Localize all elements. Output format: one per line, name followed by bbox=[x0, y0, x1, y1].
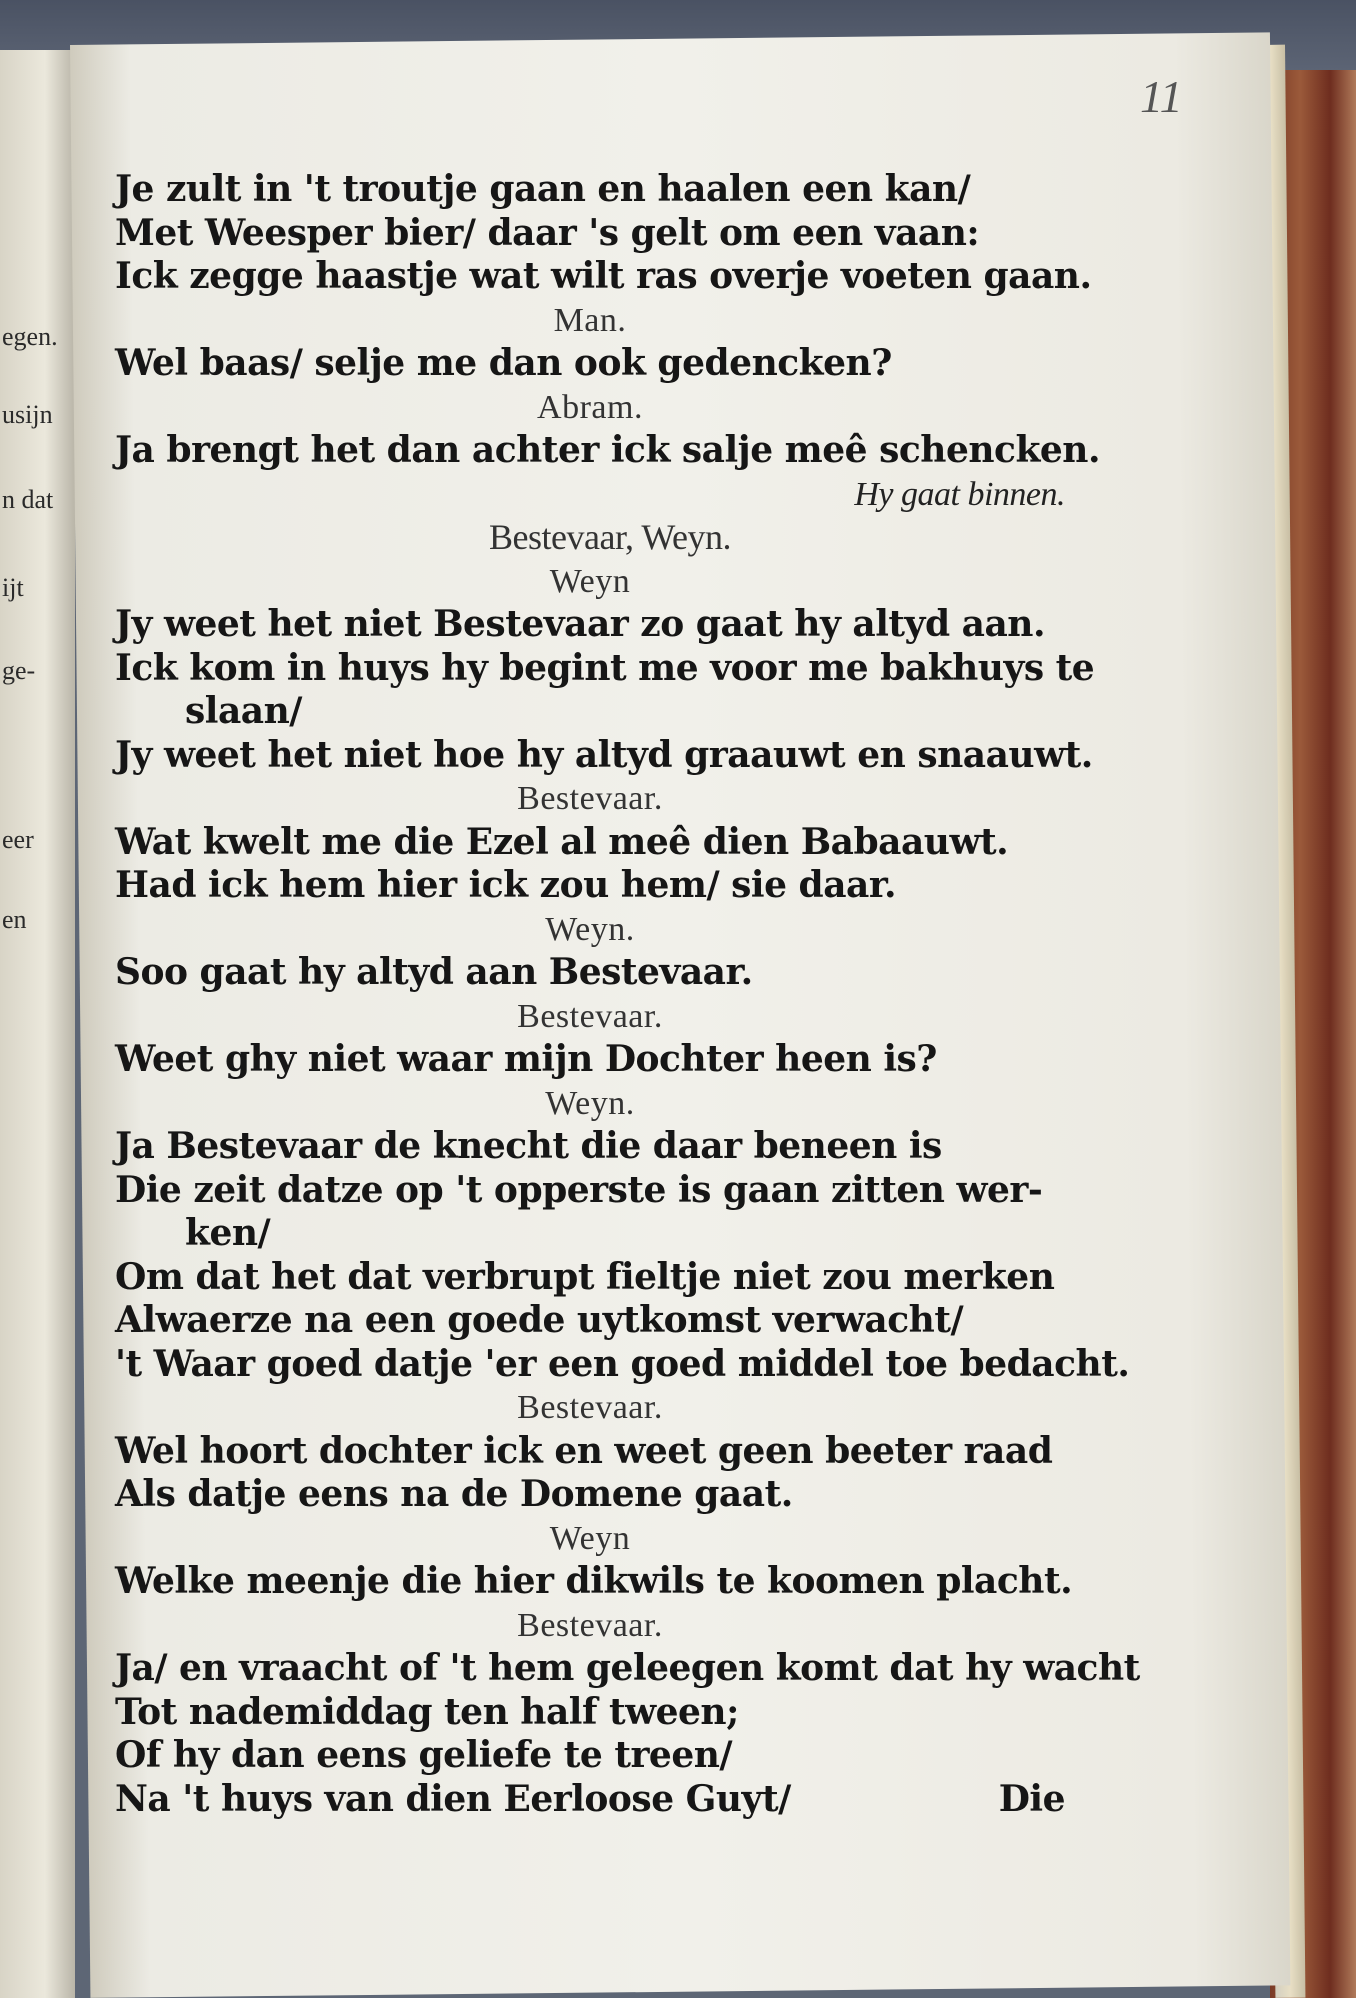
verse-text: Na 't huys van dien Eerloose Guyt/ bbox=[115, 1777, 791, 1820]
verse-line: Wat kwelt me die Ezel al meê dien Babaauwt. bbox=[115, 820, 1009, 863]
left-page-fragment: ijt bbox=[2, 573, 24, 602]
catchword: Die bbox=[998, 1777, 1065, 1820]
verse-line: Ja brengt het dan achter ick salje meê schencken. bbox=[115, 429, 1100, 471]
verse-line: Welke meenje die hier dikwils te koomen placht. bbox=[115, 1560, 1073, 1602]
left-page bbox=[0, 50, 75, 1998]
verse-line: Je zult in 't troutje gaan en haalen een kan/ bbox=[115, 168, 971, 210]
verse-line: Of hy dan eens geliefe te treen/ bbox=[115, 1734, 733, 1776]
verse-line: Jy weet het niet Bestevaar zo gaat hy altyd aan. bbox=[115, 603, 1046, 645]
verse-line: Weet ghy niet waar mijn Dochter heen is? bbox=[115, 1038, 937, 1080]
speaker-name: Weyn bbox=[549, 562, 631, 600]
left-page-fragment: ge- bbox=[2, 656, 36, 685]
text-block bbox=[115, 168, 1140, 1821]
left-page-fragment: en bbox=[2, 905, 27, 934]
verse-line: Met Weesper bier/ daar 's gelt om een vaan: bbox=[115, 211, 980, 254]
verse-line: Om dat het dat verbrupt fieltje niet zou merken bbox=[115, 1255, 1055, 1298]
verse-line: Ick zegge haastje wat wilt ras overje voeten gaan. bbox=[115, 255, 1092, 297]
left-page-fragment: usijn bbox=[2, 400, 53, 429]
verse-line: Die zeit datze op 't opperste is gaan zitten wer- bbox=[115, 1168, 1043, 1211]
speaker-name: Bestevaar. bbox=[517, 780, 663, 817]
verse-line: Wel hoort dochter ick en weet geen beeter raad bbox=[115, 1429, 1053, 1472]
speaker-name: Bestevaar. bbox=[517, 1389, 663, 1426]
folio-number: 11 bbox=[1140, 71, 1183, 122]
verse-line: Als datje eens na de Domene gaat. bbox=[115, 1473, 793, 1515]
verse-line: Soo gaat hy altyd aan Bestevaar. bbox=[115, 951, 753, 993]
left-page-fragment: n dat bbox=[2, 485, 54, 514]
verse-line: Ja Bestevaar de knecht die daar beneen is bbox=[115, 1125, 942, 1167]
left-page-fragment: egen. bbox=[2, 322, 58, 351]
speaker-name: Man. bbox=[553, 301, 627, 339]
verse-continuation: slaan/ bbox=[185, 690, 302, 732]
verse-line: Ick kom in huys hy begint me voor me bakhuys te bbox=[115, 646, 1095, 689]
speaker-name: Abram. bbox=[537, 388, 643, 426]
left-page-fragment: eer bbox=[2, 825, 34, 854]
verse-line: Ja/ en vraacht of 't hem geleegen komt dat hy wacht bbox=[115, 1647, 1140, 1689]
verse-line: Alwaerze na een goede uytkomst verwacht/ bbox=[115, 1299, 964, 1341]
verse-line: Tot nademiddag ten half tween; bbox=[115, 1690, 739, 1733]
verse-line bbox=[115, 1778, 1065, 1822]
scene-heading: Bestevaar, Weyn. bbox=[489, 517, 731, 557]
verse-line: Wel baas/ selje me dan ook gedencken? bbox=[115, 342, 892, 384]
verse-line: Had ick hem hier ick zou hem/ sie daar. bbox=[115, 864, 897, 906]
speaker-name: Weyn. bbox=[545, 1084, 635, 1122]
stage-direction: Hy gaat binnen. bbox=[854, 475, 1065, 513]
verse-line: 't Waar goed datje 'er een goed middel toe bedacht. bbox=[115, 1342, 1130, 1385]
speaker-name: Weyn. bbox=[545, 910, 635, 948]
verse-line: Jy weet het niet hoe hy altyd graauwt en snaauwt. bbox=[115, 733, 1093, 776]
speaker-name: Bestevaar. bbox=[517, 997, 663, 1035]
verse-continuation: ken/ bbox=[185, 1212, 271, 1254]
speaker-name: Weyn bbox=[549, 1519, 631, 1557]
speaker-name: Bestevaar. bbox=[517, 1606, 663, 1644]
